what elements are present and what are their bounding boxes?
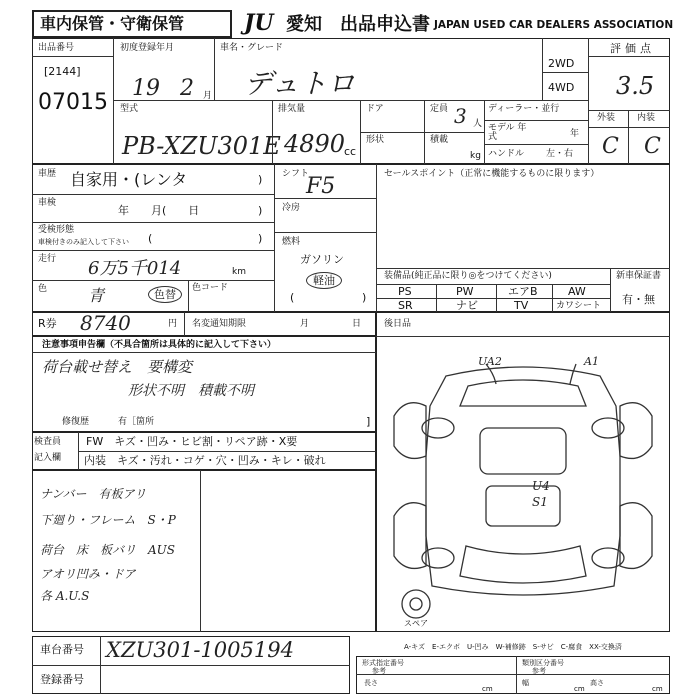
load-unit: kg (470, 151, 481, 161)
history-paren: ) (258, 173, 263, 186)
equip-pw: PW (456, 285, 474, 298)
sales-point-label: セールスポイント（正常に機能するものに限ります） (384, 169, 600, 179)
length-label: 長さ (364, 679, 378, 687)
damage-mark-u4: U4 (532, 479, 550, 493)
lot-number: 07015 (38, 90, 108, 115)
color-code-label: 色コード (192, 283, 229, 293)
repair-value: 有［箇所 (118, 417, 155, 427)
car-name-label: 車名・グレード (220, 43, 284, 53)
door-label: ドア (366, 104, 384, 114)
height-unit: cm (652, 685, 663, 693)
handle-options: 左・右 (546, 149, 574, 159)
notes-line-1: 荷台載せ替え 要構変 (42, 358, 193, 376)
capacity-value: 3 (454, 104, 467, 128)
history-label: 車歴 (38, 169, 57, 179)
fuel-value: ガソリン (300, 253, 344, 266)
shift-label: シフト (282, 169, 310, 179)
first-registration-month: 2 (180, 76, 194, 101)
dealer-label: ディーラー・並行 (488, 104, 560, 114)
car-name: デュトロ (244, 67, 356, 100)
brand-logo: JU (244, 10, 274, 36)
damage-mark-ua2: UA2 (478, 355, 502, 368)
repaint-label: 後日品 (384, 319, 412, 329)
equip-leather-seat: カワシート (556, 301, 602, 311)
reference-label-1: 参考 (372, 667, 386, 675)
insurance-note: 車検付きのみ記入して下さい (38, 238, 129, 246)
interior-label: 内装 (637, 113, 656, 123)
displacement-value: 4890 (284, 130, 346, 158)
equip-aw: AW (568, 285, 586, 298)
first-registration-label: 初度登録年月 (120, 43, 175, 53)
inspector-label-1: 検査員 (34, 437, 62, 447)
inspection-value: 年 月( 日 (118, 204, 200, 217)
height-label: 高さ (590, 679, 604, 687)
displacement-label: 排気量 (278, 104, 306, 114)
insurance-label: 受検形態 (38, 225, 75, 235)
type-designation-label: 形式指定番号 (362, 659, 404, 667)
recycle-unit: 円 (168, 319, 178, 329)
color-change-circled: 色替 (148, 286, 182, 303)
inspector-note-1: ナンバー 有板アリ (40, 487, 147, 501)
shape-label: 形状 (366, 135, 385, 145)
damage-mark-s1: S1 (532, 495, 548, 509)
reference-label-2: 参考 (532, 667, 546, 675)
inspector-note-5: 各 A.U.S (40, 589, 90, 603)
year-unit: 年 (570, 129, 580, 139)
interior-grade: C (644, 134, 661, 159)
equip-navi: ナビ (456, 299, 478, 312)
warranty-value: 有・無 (622, 293, 655, 306)
inspector-label-2: 記入欄 (34, 453, 62, 463)
warranty-label: 新車保証書 (616, 271, 662, 281)
first-registration-year: 19 (132, 76, 160, 101)
model-type-label: 型式 (120, 104, 139, 114)
drive-2wd: 2WD (548, 57, 575, 70)
name-change-label: 名変通知期限 (192, 319, 247, 329)
fw-check-line: FW キズ・凹み・ヒビ割・リペア跡・X要 (86, 435, 298, 448)
exterior-grade: C (602, 134, 619, 159)
rating-score: 3.5 (616, 72, 655, 100)
repair-label: 修復歴 (62, 417, 90, 427)
fuel-label: 燃料 (282, 237, 301, 247)
history-value: 自家用・(レンタ (70, 170, 188, 189)
notes-label: 注意事項申告欄（不具合箇所は具体的に記入して下さい） (42, 340, 277, 350)
displacement-unit: cc (344, 145, 357, 158)
shift-value: F5 (306, 174, 336, 199)
exterior-label: 外装 (597, 113, 616, 123)
mileage-unit: km (232, 267, 246, 277)
inspector-note-4: アオリ凹み・ドア (40, 567, 136, 581)
car-diagram (376, 336, 670, 632)
equip-tv: TV (514, 299, 529, 312)
recycle-value: 8740 (80, 311, 131, 335)
load-label: 積載 (430, 135, 449, 145)
equip-sr: SR (398, 299, 413, 312)
mileage-value: 6万5千014 (88, 258, 182, 279)
inspection-label: 車検 (38, 198, 57, 208)
chassis-label: 車台番号 (40, 643, 84, 656)
category-label: 類別区分番号 (522, 659, 564, 667)
recycle-label: R券 (38, 317, 57, 330)
fuel-type-circled: 軽油 (306, 272, 342, 289)
width-unit: cm (574, 685, 585, 693)
notes-line-2: 形状不明 積載不明 (128, 383, 254, 399)
english-title: JAPAN USED CAR DEALERS ASSOCIATION (434, 19, 674, 31)
lot-label: 出品番号 (38, 43, 75, 53)
drive-4wd: 4WD (548, 81, 575, 94)
damage-legend: A-キズ E-エクボ U-凹み W-補修跡 S-サビ C-腐食 XX-交換済 (404, 643, 622, 651)
month-unit: 月 (203, 91, 213, 101)
capacity-unit: 人 (473, 119, 483, 129)
color-value: 青 (88, 286, 105, 305)
spare-label: スペア (404, 619, 428, 628)
registration-number-label: 登録番号 (40, 673, 84, 686)
rating-label: 評価点 (610, 42, 655, 55)
damage-mark-a1: A1 (584, 355, 599, 368)
mileage-label: 走行 (38, 254, 57, 264)
aircon-label: 冷房 (282, 203, 301, 213)
name-change-day: 日 (352, 319, 362, 329)
document-title: 出品申込書 (340, 14, 430, 35)
handle-label: ハンドル (488, 149, 525, 159)
inspector-note-3: 荷台 床 板バリ AUS (40, 543, 176, 557)
model-year-label: モデル 年式 (488, 123, 527, 142)
equip-airbag: エアB (508, 285, 538, 298)
equip-ps: PS (398, 285, 412, 298)
capacity-label: 定員 (430, 104, 449, 114)
chassis-value: XZU301-1005194 (106, 638, 294, 662)
brand-name: 愛知 (286, 14, 322, 35)
lot-sub-number: [2144] (44, 65, 81, 78)
color-label: 色 (38, 284, 48, 294)
storage-label: 車内保管・守衛保管 (40, 14, 185, 33)
model-type-value: PB-XZU301E (122, 132, 281, 160)
length-unit: cm (482, 685, 493, 693)
equipment-label: 装備品(純正品に限り◎をつけてください) (384, 271, 552, 281)
inspector-note-2: 下廻り・フレーム S・P (40, 513, 176, 527)
interior-check-line: 内装 キズ・汚れ・コゲ・穴・凹み・キレ・破れ (84, 454, 326, 467)
name-change-month: 月 (300, 319, 310, 329)
width-label: 幅 (522, 679, 529, 687)
